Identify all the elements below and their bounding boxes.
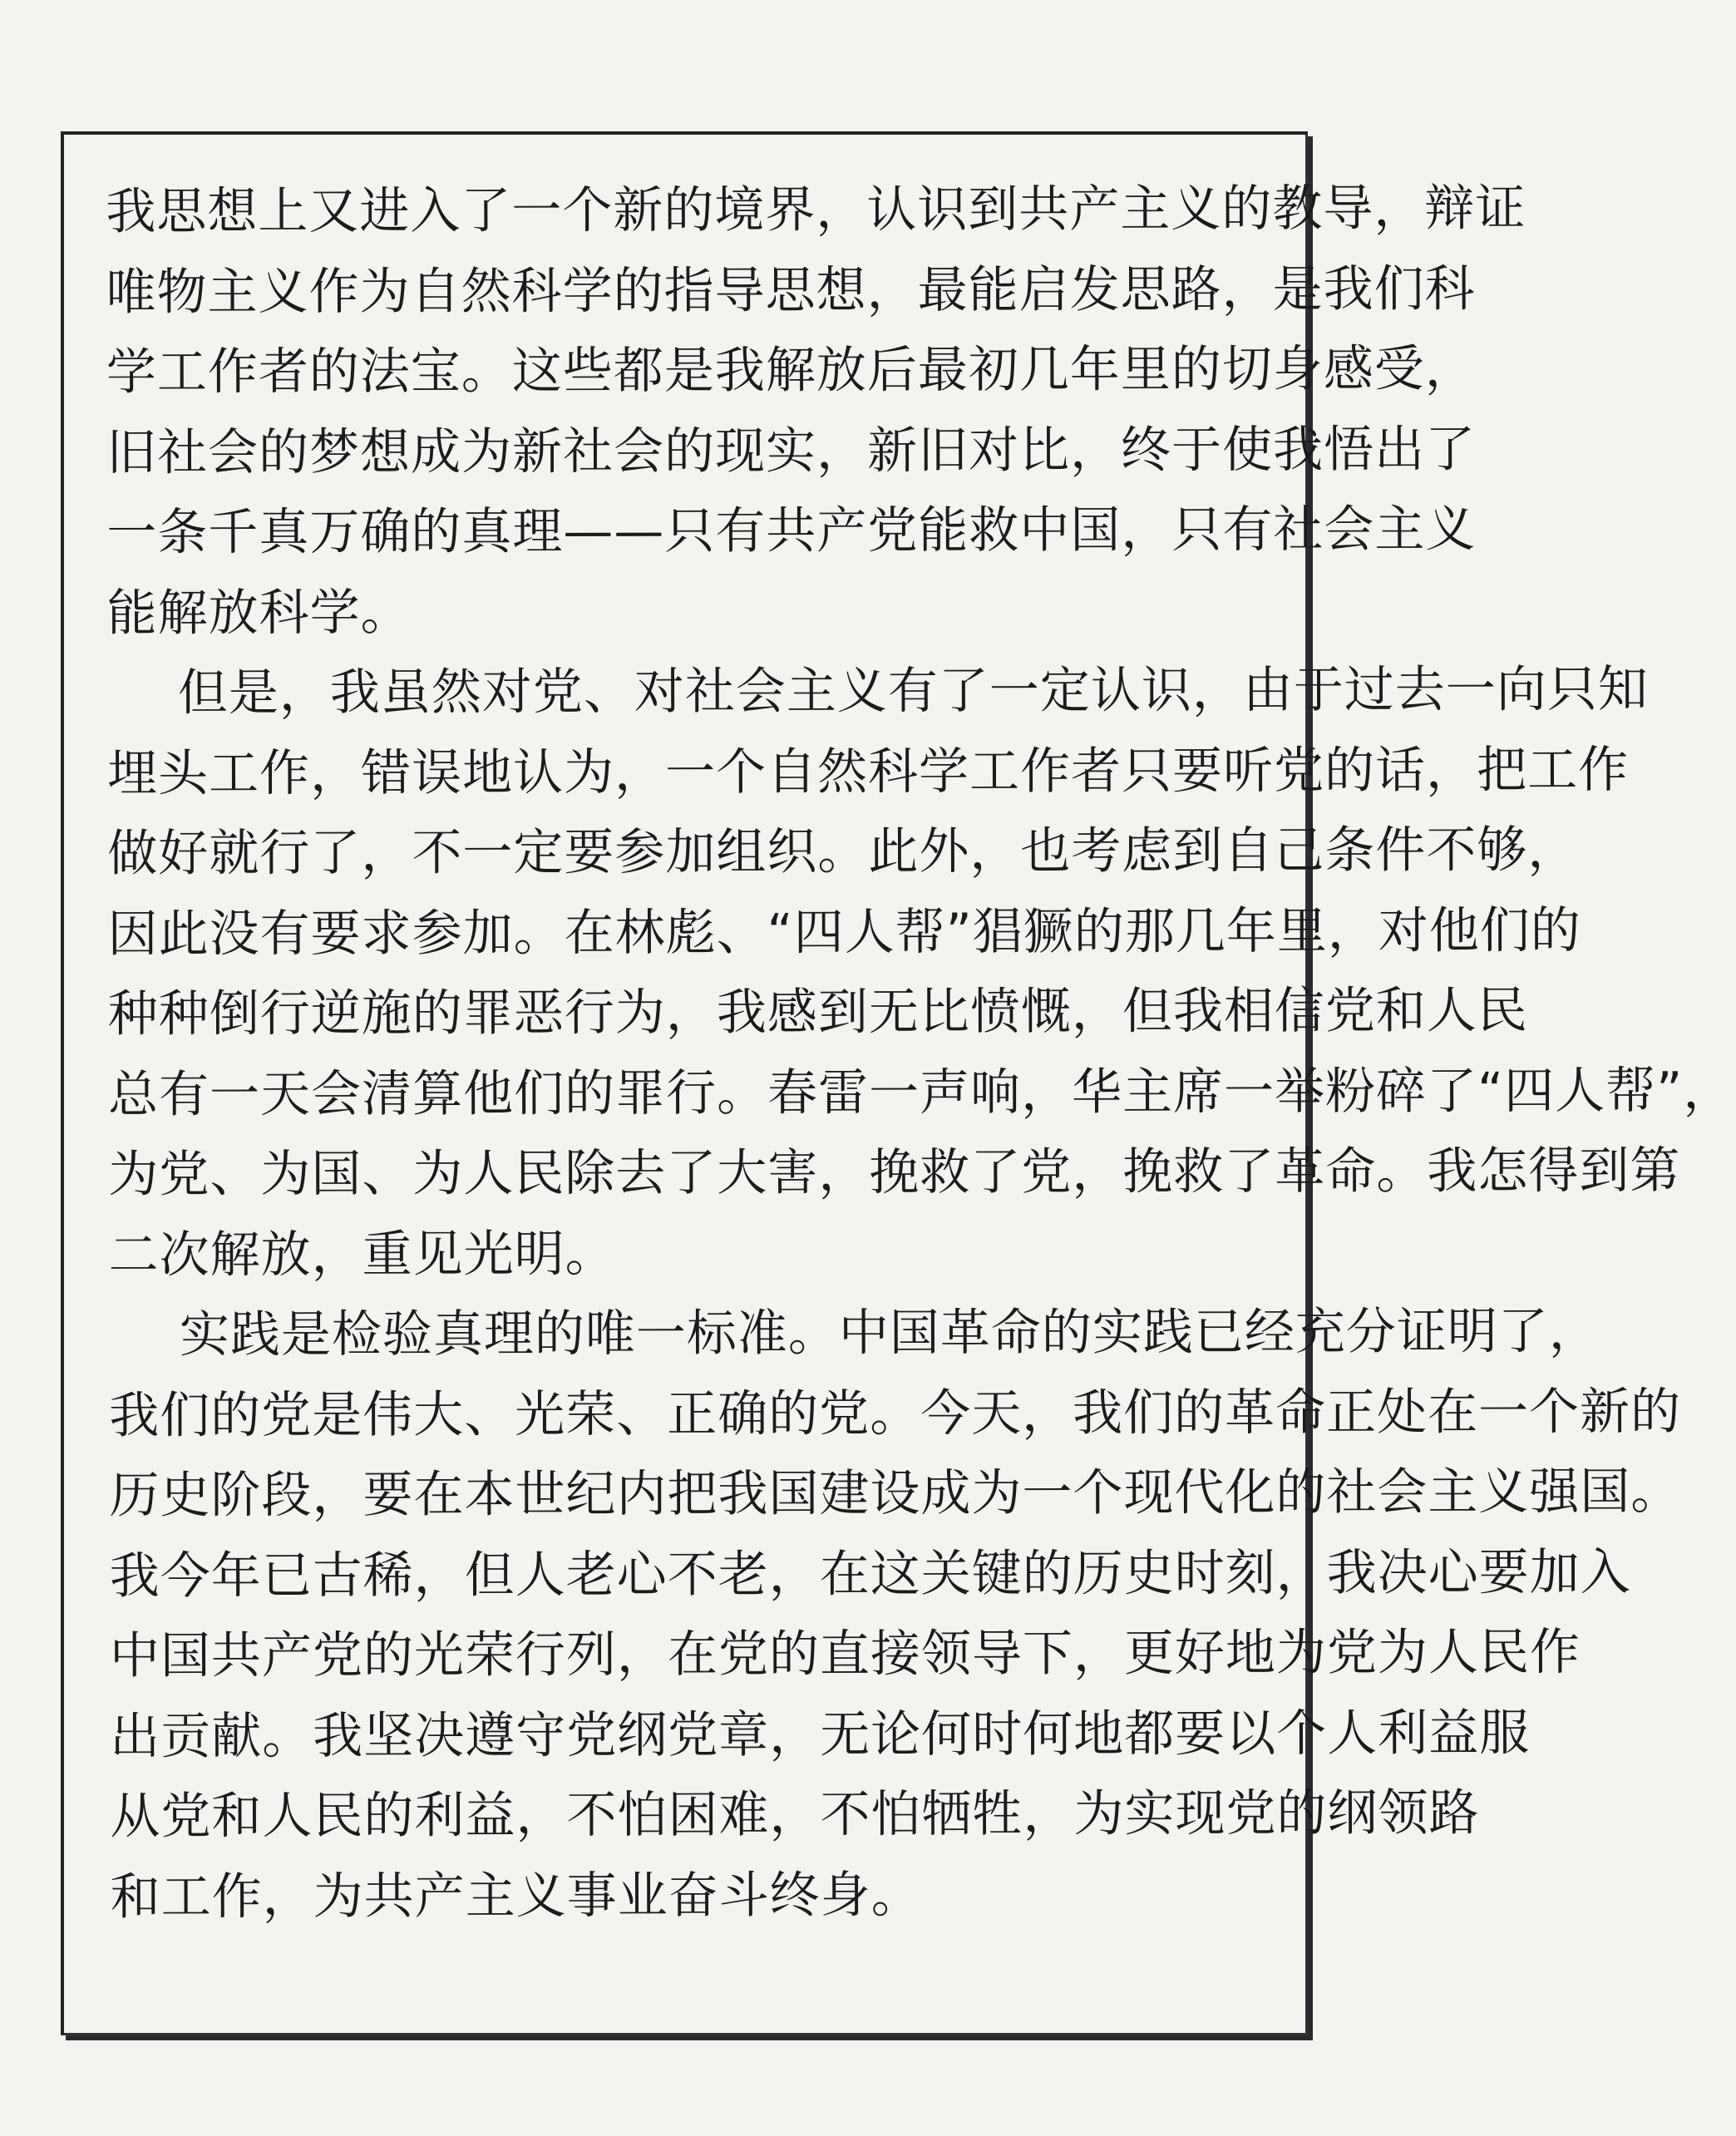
- paragraph-3: [109, 1292, 1682, 1937]
- text-line: 种种倒行逆施的罪恶行为，我感到无比愤慨，但我相信党和人民: [107, 981, 1528, 1043]
- handwritten-letter: [106, 169, 1734, 1937]
- text-line: 总有一天会清算他们的罪行。春雷一声响，华主席一举粉碎了“四人帮”，: [108, 1061, 1734, 1124]
- text-line: 一条千真万确的真理——只有共产党能救中国，只有社会主义: [106, 500, 1477, 562]
- text-line: 从党和人民的利益，不怕困难，不怕牺牲，为实现党的纲领路: [110, 1783, 1480, 1846]
- text-line: 中国共产党的光荣行列，在党的直接领导下，更好地为党为人民作: [109, 1623, 1581, 1685]
- text-line: 唯物主义作为自然科学的指导思想，最能启发思路，是我们科: [106, 259, 1476, 322]
- text-line: 为党、为国、为人民除去了大害，挽救了党，挽救了革命。我怎得到第: [108, 1141, 1681, 1204]
- paragraph-1: [106, 169, 1526, 654]
- text-line: 我们的党是伟大、光荣、正确的党。今天，我们的革命正处在一个新的: [109, 1382, 1682, 1445]
- text-line: 我今年已古稀，但人老心不老，在这关键的历史时刻，我决心要加入: [109, 1542, 1631, 1606]
- text-line: 埋头工作，错误地认为，一个自然科学工作者只要听党的话，把工作: [107, 740, 1630, 803]
- text-line: 历史阶段，要在本世纪内把我国建设成为一个现代化的社会主义强国。: [109, 1462, 1682, 1525]
- text-line: 我思想上又进入了一个新的境界，认识到共产主义的教导，辩证: [106, 179, 1526, 241]
- text-line: 实践是检验真理的唯一标准。中国革命的实践已经充分证明了，: [179, 1302, 1600, 1364]
- text-line: 因此没有要求参加。在林彪、“四人帮”猖獗的那几年里，对他们的: [107, 900, 1581, 964]
- paragraph-2: [107, 650, 1734, 1295]
- text-line: 做好就行了，不一定要参加组织。此外，也考虑到自己条件不够，: [107, 821, 1579, 883]
- text-line: 二次解放，重见光明。: [108, 1224, 616, 1285]
- text-line: 出贡献。我坚决遵守党纲党章，无论何时何地都要以个人利益服: [110, 1703, 1531, 1766]
- text-line: 旧社会的梦想成为新社会的现实，新旧对比，终于使我悟出了: [106, 420, 1477, 482]
- text-line: 但是，我虽然对党、对社会主义有了一定认识，由于过去一向只知: [177, 660, 1649, 723]
- text-line: 学工作者的法宝。这些都是我解放后最初几年里的切身感受，: [106, 339, 1476, 402]
- text-line: 能解放科学。: [106, 583, 412, 643]
- text-line: 和工作，为共产主义事业奋斗终身。: [110, 1865, 922, 1926]
